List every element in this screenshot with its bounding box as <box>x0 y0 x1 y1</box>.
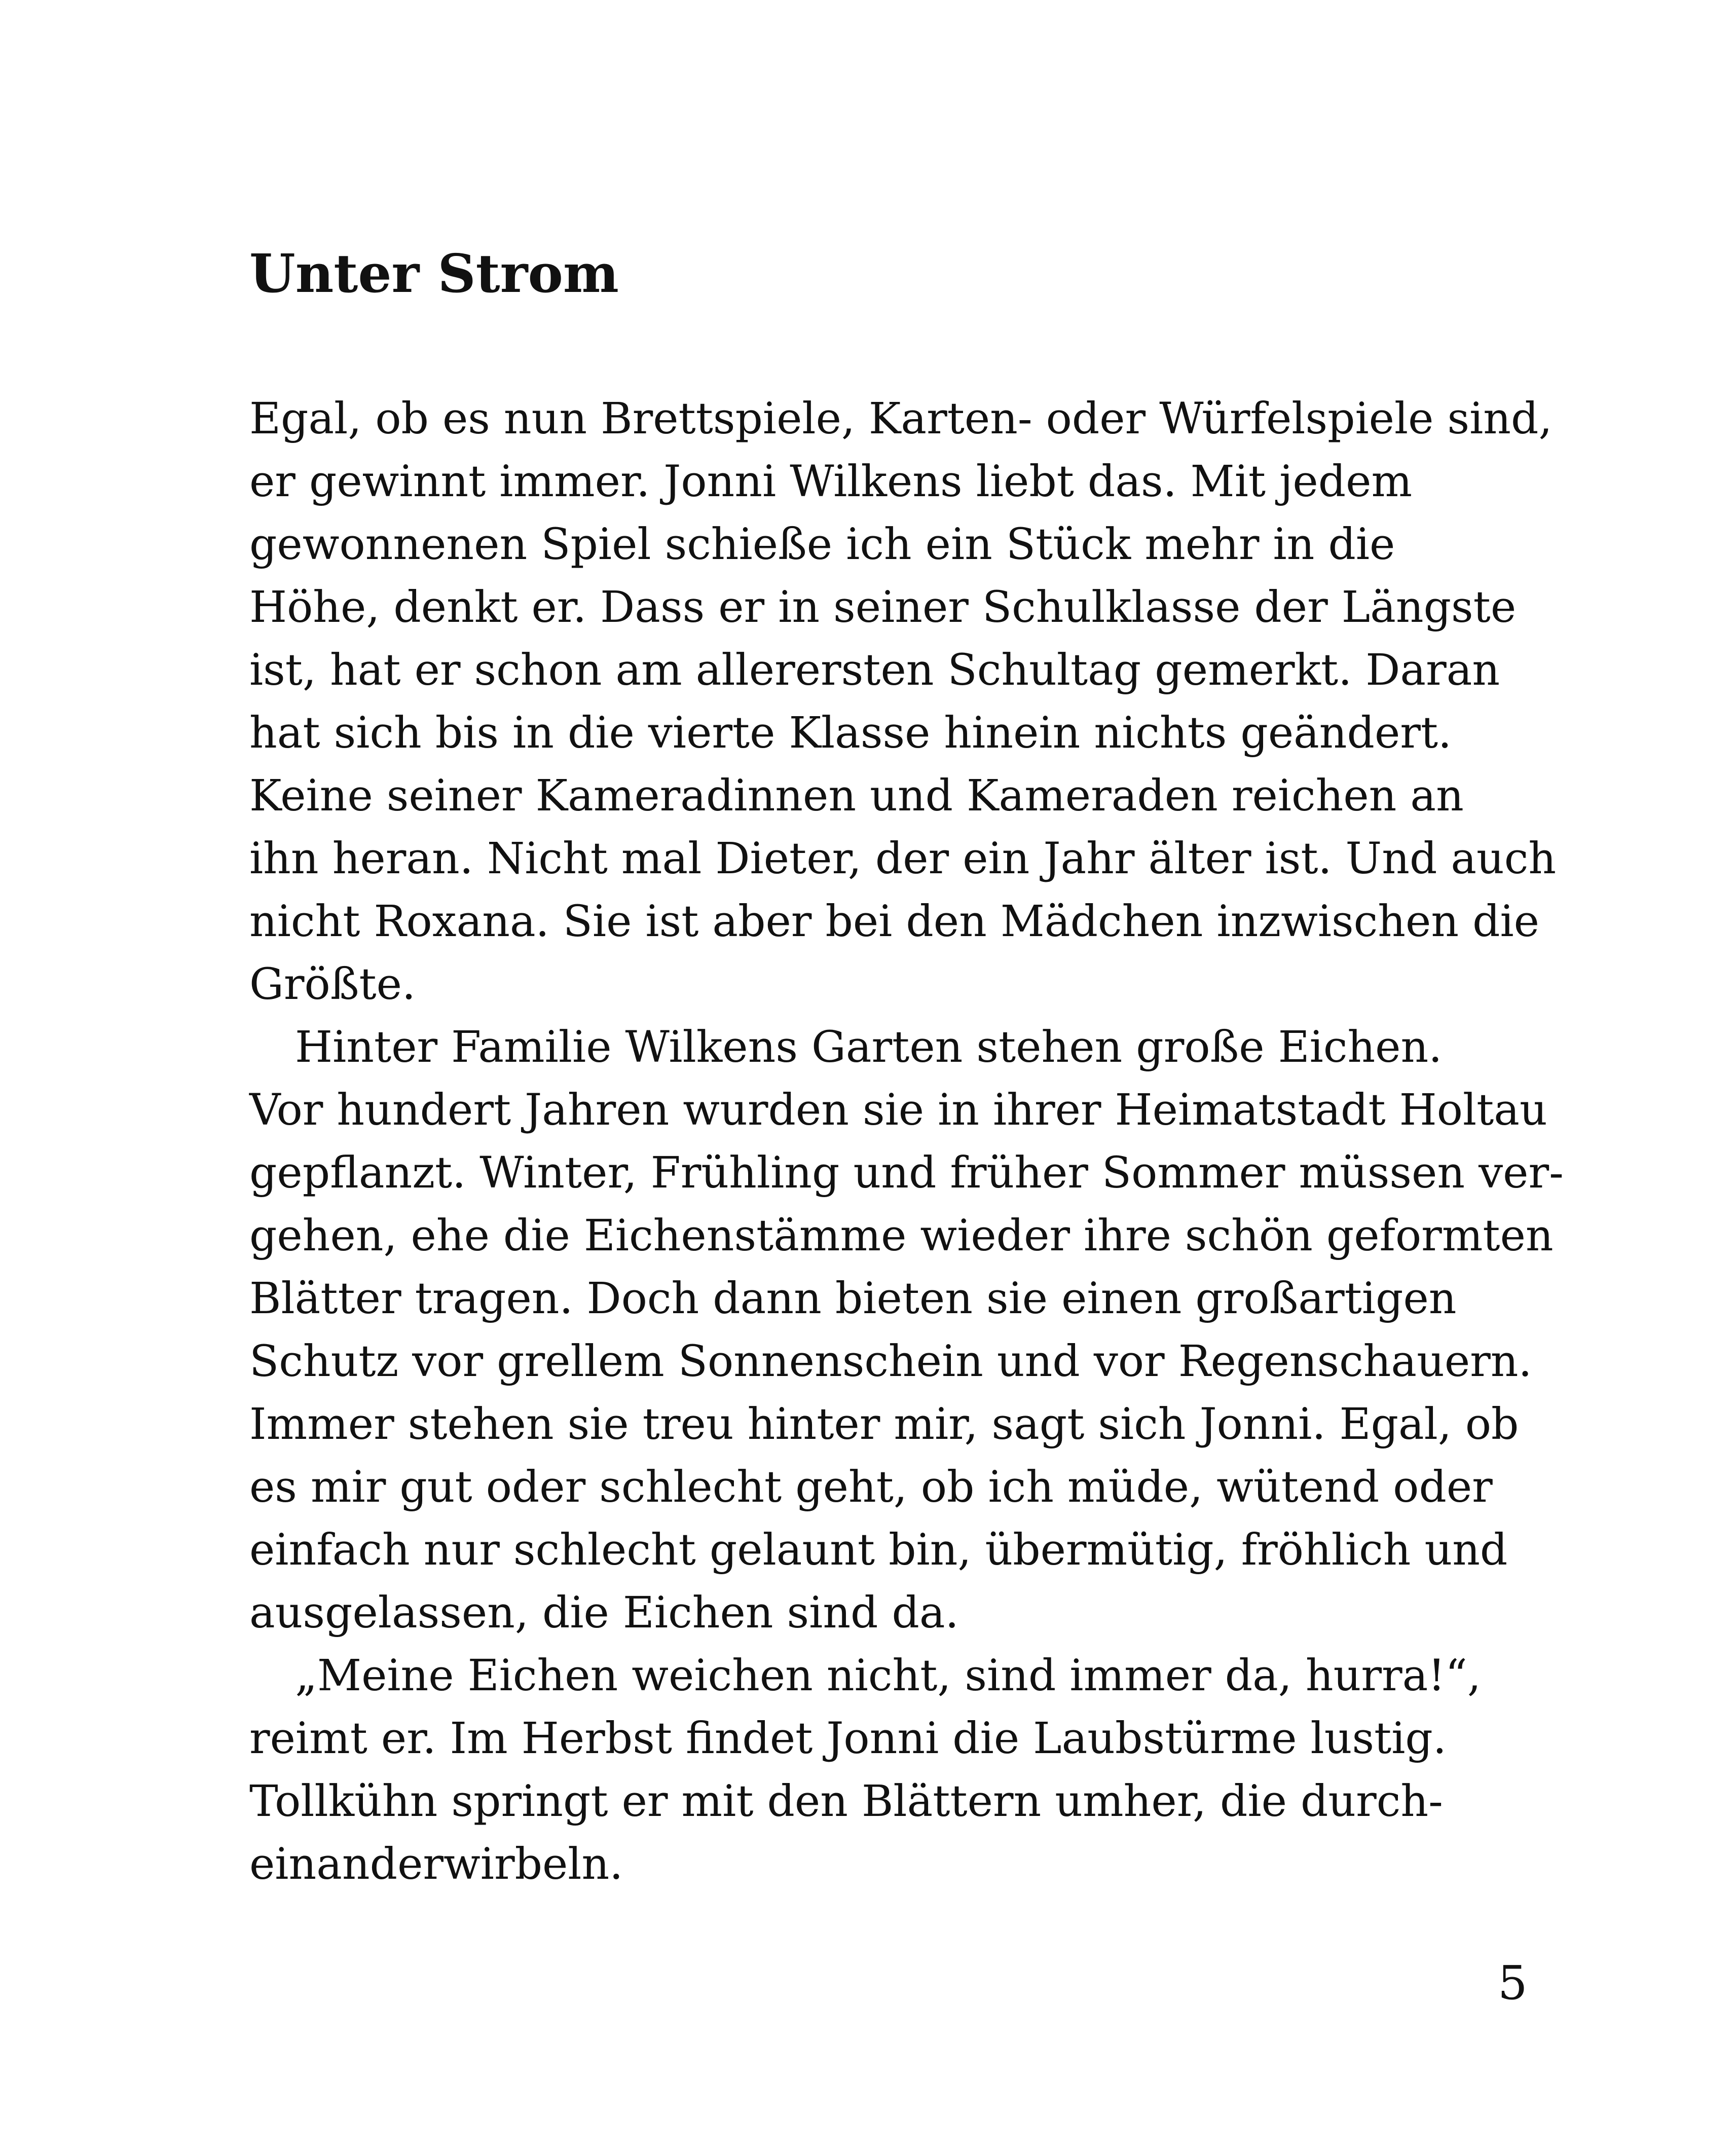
page-number: 5 <box>1498 1956 1528 2010</box>
text-line: nicht Roxana. Sie ist aber bei den Mädchen inzwischen die <box>249 897 1539 947</box>
text-line: gehen, ehe die Eichenstämme wieder ihre schön geformten <box>249 1211 1554 1261</box>
body-text <box>249 388 1564 1896</box>
text-line: ausgelassen, die Eichen sind da. <box>249 1588 959 1638</box>
text-line: „Meine Eichen weichen nicht, sind immer da, hurra!“, <box>295 1651 1481 1701</box>
text-line: Größte. <box>249 959 416 1010</box>
text-line: Höhe, denkt er. Dass er in seiner Schulklasse der Längste <box>249 582 1517 633</box>
text-line: er gewinnt immer. Jonni Wilkens liebt das. Mit jedem <box>249 457 1413 507</box>
text-line: es mir gut oder schlecht geht, ob ich müde, wütend oder <box>249 1462 1493 1512</box>
text-line: gepflanzt. Winter, Frühling und früher Sommer müssen ver- <box>249 1148 1564 1198</box>
text-line: reimt er. Im Herbst findet Jonni die Laubstürme lustig. <box>249 1714 1447 1764</box>
text-line: ist, hat er schon am allerersten Schultag gemerkt. Daran <box>249 645 1500 695</box>
text-line: Egal, ob es nun Brettspiele, Karten- oder Würfelspiele sind, <box>249 394 1553 444</box>
text-line: einfach nur schlecht gelaunt bin, übermütig, fröhlich und <box>249 1525 1508 1575</box>
text-line: hat sich bis in die vierte Klasse hinein nichts geändert. <box>249 708 1452 758</box>
text-line: gewonnenen Spiel schieße ich ein Stück mehr in die <box>249 519 1395 570</box>
text-line: einanderwirbeln. <box>249 1839 623 1889</box>
chapter-title: Unter Strom <box>249 242 619 305</box>
text-line: Hinter Familie Wilkens Garten stehen große Eichen. <box>295 1022 1443 1072</box>
text-line: Immer stehen sie treu hinter mir, sagt sich Jonni. Egal, ob <box>249 1399 1519 1450</box>
text-line: Blätter tragen. Doch dann bieten sie einen großartigen <box>249 1274 1457 1324</box>
text-line: Vor hundert Jahren wurden sie in ihrer Heimatstadt Holtau <box>249 1085 1547 1135</box>
text-line: ihn heran. Nicht mal Dieter, der ein Jahr älter ist. Und auch <box>249 834 1557 884</box>
text-line: Keine seiner Kameradinnen und Kameraden reichen an <box>249 771 1464 821</box>
text-line: Schutz vor grellem Sonnenschein und vor Regenschauern. <box>249 1336 1532 1387</box>
text-line: Tollkühn springt er mit den Blättern umher, die durch- <box>249 1776 1443 1827</box>
